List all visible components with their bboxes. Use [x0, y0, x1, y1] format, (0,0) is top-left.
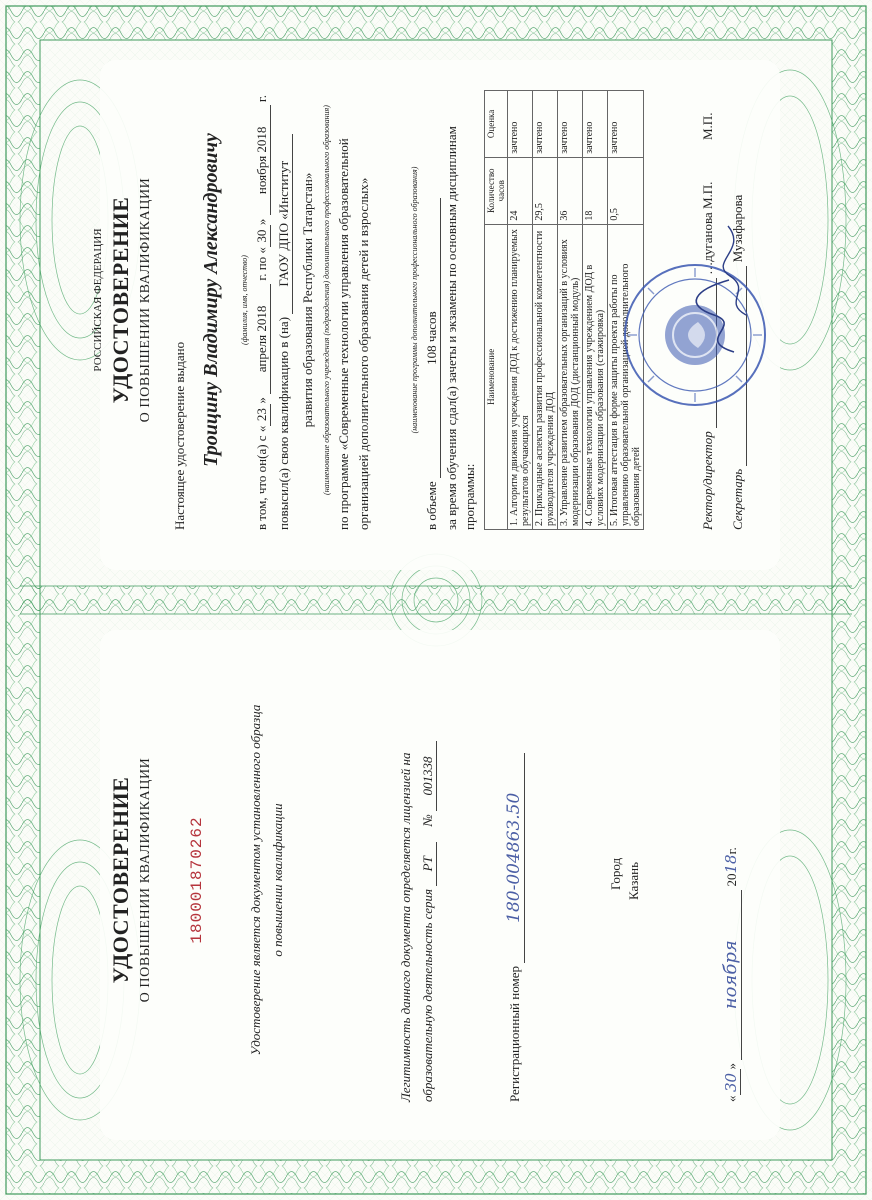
number-sign: № — [420, 814, 435, 827]
study-period: в том, что он(а) с «23» апреля 2018 г. по «30» ноября 2018 г. — [254, 94, 269, 530]
legitimacy-prefix: образовательную деятельность серия — [420, 888, 435, 1102]
main-title: УДОСТОВЕРЕНИЕ — [108, 196, 133, 404]
institution-line2: развития образования Республики Татарстан» — [300, 172, 315, 428]
disciplines-table — [484, 90, 644, 530]
cover-title: УДОСТОВЕРЕНИЕ — [108, 776, 133, 984]
seal-place-label: М.П. — [700, 112, 715, 140]
license-series: РТ — [420, 842, 437, 886]
table-row — [558, 91, 583, 530]
from-month: апреля 2018 — [254, 284, 271, 394]
program-text1: программе «Современные технологии управления образовательной — [336, 138, 351, 514]
exams-line1: за время обучения сдал(а) зачеты и экзамены по основным дисциплинам — [444, 126, 459, 530]
recipient-name: Троицину Владимиру Александровичу — [200, 133, 222, 467]
city-label: Город — [608, 857, 623, 890]
table-row — [508, 91, 533, 530]
cover-panel — [0, 600, 872, 1200]
rector-label: Ректор/директор — [700, 431, 715, 530]
institution-line1: ГАОУ ДПО «Институт — [276, 134, 293, 314]
exams-line2: программы: — [462, 463, 477, 530]
legitimacy-line1: Легитимность данного документа определяется лицензией на — [398, 752, 413, 1102]
issue-month: ноября — [720, 890, 742, 1060]
discipline-name: 4. Современные технологии управления учреждением ДОД в условиях модернизации образования (стажировка) — [583, 224, 608, 529]
serial-number: 180001870262 — [188, 816, 206, 944]
header-grade: Оценка — [485, 91, 508, 158]
recipient-name-caption: (фамилия, имя, отчество) — [240, 255, 249, 345]
program-line1 — [336, 138, 352, 530]
table-row — [533, 91, 558, 530]
volume-label: в объеме — [424, 481, 439, 530]
volume-row — [424, 198, 441, 530]
secretary-label: Секретарь — [730, 468, 745, 530]
city-value: Казань — [626, 861, 641, 900]
discipline-name: 3. Управление развитием образовательных организаций в условиях модернизации образования ДОД (дистанционный модуль) — [558, 224, 583, 529]
registration-number: 180-004863.50 — [504, 753, 525, 963]
header-hours: Количество часов — [485, 157, 508, 224]
country-name: РОССИЙСКАЯ ФЕДЕРАЦИЯ — [92, 228, 104, 372]
discipline-grade: зачтено — [533, 91, 558, 158]
discipline-grade: зачтено — [508, 91, 533, 158]
legitimacy-line2 — [420, 741, 437, 1102]
institution-caption: (наименование образовательного учреждения (подразделения) дополнительного профессионального образования) — [322, 105, 331, 495]
main-subtitle: О ПОВЫШЕНИИ КВАЛИФИКАЦИИ — [138, 177, 153, 423]
to-day: 30 — [254, 225, 271, 247]
issue-year-suffix: 18 — [722, 854, 740, 874]
secretary-signature-icon — [718, 220, 758, 320]
discipline-hours: 18 — [583, 157, 608, 224]
registration-label: Регистрационный номер — [507, 966, 522, 1102]
issue-day: 30 — [722, 1070, 741, 1096]
discipline-name: 1. Алгоритм движения учреждения ДОД к достижению планируемых результатов обучающихся — [508, 224, 533, 529]
program-prefix: по — [336, 516, 351, 530]
discipline-hours: 0,5 — [608, 157, 644, 224]
volume-value: 108 часов — [424, 198, 441, 478]
issued-to-label: Настоящее удостоверение выдано — [172, 341, 187, 530]
rector-name: …дуганова М.П. — [700, 181, 715, 275]
discipline-name: 2. Прикладные аспекты развития профессиональной компетентности руководителя учреждения ДОД — [533, 224, 558, 529]
program-caption: (наименование программы дополнительного профессионального образования) — [410, 166, 419, 434]
to-prefix: г. по « — [254, 247, 269, 281]
document-note-line1: Удостоверение является документом установленного образца — [248, 704, 263, 1056]
discipline-name: 5. Итоговая аттестация в форме защиты проекта работы по управлению образовательной организацией дополнительного образования детей — [608, 224, 644, 529]
period-prefix: в том, что он(а) с « — [254, 425, 269, 530]
discipline-grade: зачтено — [558, 91, 583, 158]
license-number: 001338 — [420, 741, 437, 811]
to-month: ноября 2018 — [254, 105, 271, 215]
qualification-row — [276, 134, 293, 530]
secretary-name: Музафарова — [730, 194, 745, 263]
discipline-hours: 36 — [558, 157, 583, 224]
table-row — [583, 91, 608, 530]
issue-year-unit: г. — [724, 847, 739, 855]
registration-row — [504, 753, 525, 1102]
document-note-line2: о повышении квалификации — [270, 803, 285, 957]
issue-year-prefix: 20 — [724, 873, 739, 887]
to-year-unit: г. — [254, 94, 269, 103]
issue-date: «30» ноября 2018г. — [720, 847, 741, 1102]
discipline-grade: зачтено — [583, 91, 608, 158]
table-header-row — [485, 91, 508, 530]
discipline-grade: зачтено — [608, 91, 644, 158]
qualified-in-label: повысил(а) свою квалификацию в (на) — [276, 316, 291, 530]
discipline-hours: 24 — [508, 157, 533, 224]
program-line2: организацией дополнительного образования детей и взрослых» — [356, 177, 371, 530]
header-name: Наименование — [485, 224, 508, 529]
cover-subtitle: О ПОВЫШЕНИИ КВАЛИФИКАЦИИ — [138, 757, 153, 1003]
discipline-hours: 29,5 — [533, 157, 558, 224]
from-day: 23 — [254, 404, 271, 426]
